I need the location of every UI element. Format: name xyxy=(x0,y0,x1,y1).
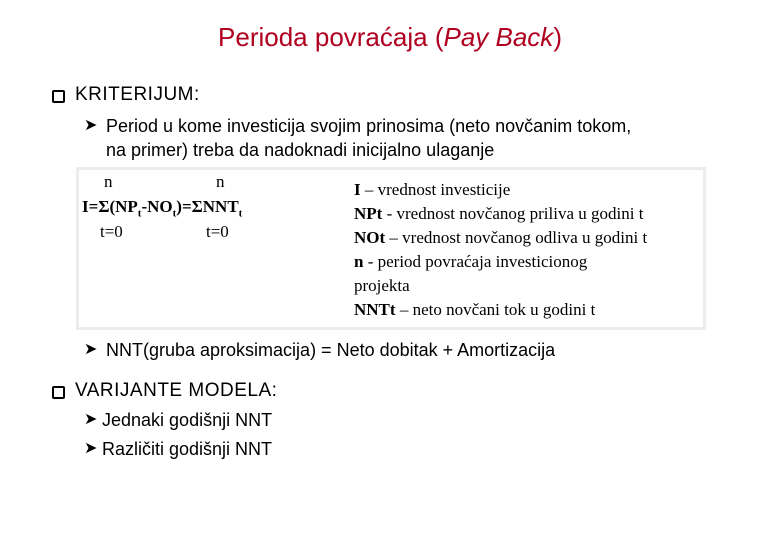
legend-item: projekta xyxy=(354,276,410,295)
arrow-bullet-icon: ➤ xyxy=(84,341,98,358)
title-italic: Pay Back xyxy=(443,22,554,52)
legend-item: NOt – vrednost novčanog odliva u godini t xyxy=(354,228,648,247)
arrow-bullet-icon: ➤ xyxy=(84,411,98,428)
arrow-bullet-icon: ➤ xyxy=(84,440,98,457)
checkbox-bullet-icon xyxy=(52,386,65,399)
legend-item: NNTt – neto novčani tok u godini t xyxy=(354,300,596,319)
criterion-definition: ➤ Period u kome investicija svojim prinosima (neto novčanim tokom, na primer) treba da nadoknadi inicijalno ulaganje xyxy=(84,116,632,160)
checkbox-bullet-icon xyxy=(52,90,65,103)
criterion-heading: KRITERIJUM: xyxy=(52,84,200,106)
variant-item: ➤ Različiti godišnji NNT xyxy=(84,439,273,459)
nnt-note: ➤ NNT(gruba aproksimacija) = Neto dobitak + Amortizacija xyxy=(84,340,556,360)
formula-legend xyxy=(354,178,704,322)
variants-heading: VARIJANTE MODELA: xyxy=(52,380,277,402)
arrow-bullet-icon: ➤ xyxy=(84,117,98,134)
legend-item: I – vrednost investicije xyxy=(354,180,511,199)
legend-item: n - period povraćaja investicionog xyxy=(354,252,588,271)
variant-item: ➤ Jednaki godišnji NNT xyxy=(84,410,273,430)
formula-main: $I=\Sigma(NP_t-NO_t)=\Sigma NNT_t$ xyxy=(82,197,243,220)
slide-title: Perioda povraćaja (Pay Back) xyxy=(218,22,562,52)
legend-item: NPt - vrednost novčanog priliva u godini t xyxy=(354,204,644,223)
